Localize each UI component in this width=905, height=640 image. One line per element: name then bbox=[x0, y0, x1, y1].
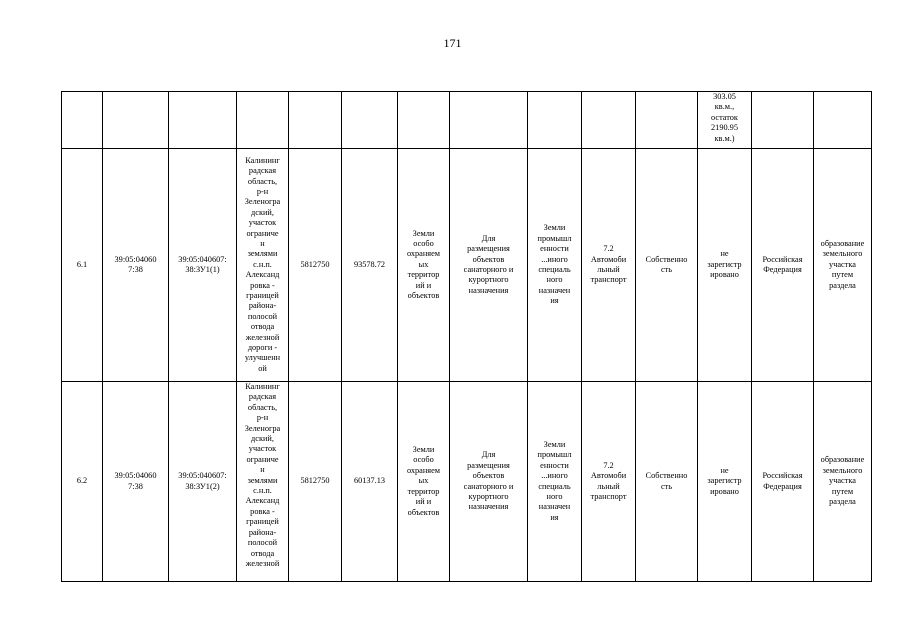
cell-right-type: Собственно сть bbox=[636, 149, 698, 382]
cell-area: 60137.13 bbox=[342, 382, 398, 582]
cell-area: 93578.72 bbox=[342, 149, 398, 382]
cell-empty bbox=[814, 92, 872, 149]
cell-code: 5812750 bbox=[289, 382, 342, 582]
cell-plot-id: 39:05:040607: 38:ЗУ1(2) bbox=[169, 382, 237, 582]
cell-empty bbox=[752, 92, 814, 149]
cell-land-category-new: Земли промышл енности ...иного специаль ного назначен ия bbox=[528, 382, 582, 582]
cell-registration: не зарегистр ировано bbox=[698, 382, 752, 582]
cell-number: 6.1 bbox=[62, 149, 103, 382]
cell-empty bbox=[582, 92, 636, 149]
cell-plot-id: 39:05:040607: 38:ЗУ1(1) bbox=[169, 149, 237, 382]
cell-area-note: 303.05 кв.м., остаток 2190.95 кв.м.) bbox=[698, 92, 752, 149]
cell-empty bbox=[636, 92, 698, 149]
cell-address: Калининг радская область, р-н Зеленогра дский, участок ограниче н землями с.н.п. Александ ровка - границей района- полосой отвода железной дороги - улучшенн ой bbox=[237, 149, 289, 382]
cell-number: 6.2 bbox=[62, 382, 103, 582]
cell-empty bbox=[103, 92, 169, 149]
cell-land-category: Земли особо охраняем ых территор ий и объектов bbox=[398, 149, 450, 382]
cell-permitted-use-new: 7.2 Автомоби льный транспорт bbox=[582, 382, 636, 582]
cell-empty bbox=[398, 92, 450, 149]
cell-permitted-use: Для размещения объектов санаторного и курортного назначения bbox=[450, 382, 528, 582]
cell-permitted-use-new: 7.2 Автомоби льный транспорт bbox=[582, 149, 636, 382]
cell-right-type: Собственно сть bbox=[636, 382, 698, 582]
cell-empty bbox=[169, 92, 237, 149]
cell-empty bbox=[342, 92, 398, 149]
cell-land-category-new: Земли промышл енности ...иного специаль ного назначен ия bbox=[528, 149, 582, 382]
cell-cadastral-number: 39:05:04060 7:38 bbox=[103, 382, 169, 582]
cell-empty bbox=[237, 92, 289, 149]
cell-owner: Российская Федерация bbox=[752, 382, 814, 582]
table-row bbox=[62, 382, 872, 582]
cell-empty bbox=[450, 92, 528, 149]
table-row-continued bbox=[62, 92, 872, 149]
cell-permitted-use: Для размещения объектов санаторного и курортного назначения bbox=[450, 149, 528, 382]
cell-code: 5812750 bbox=[289, 149, 342, 382]
cell-registration: не зарегистр ировано bbox=[698, 149, 752, 382]
cell-action: образование земельного участка путем раздела bbox=[814, 382, 872, 582]
cell-empty bbox=[62, 92, 103, 149]
cell-owner: Российская Федерация bbox=[752, 149, 814, 382]
cell-empty bbox=[528, 92, 582, 149]
cell-empty bbox=[289, 92, 342, 149]
cell-address: Калининг радская область, р-н Зеленогра дский, участок ограниче н землями с.н.п. Александ ровка - границей района- полосой отвода железной bbox=[244, 382, 281, 568]
land-registry-table bbox=[61, 91, 872, 582]
cell-action: образование земельного участка путем раздела bbox=[814, 149, 872, 382]
table-row bbox=[62, 149, 872, 382]
page-number: 171 bbox=[443, 36, 462, 50]
cell-land-category: Земли особо охраняем ых территор ий и объектов bbox=[398, 382, 450, 582]
cell-address-cell bbox=[237, 382, 289, 582]
cell-cadastral-number: 39:05:04060 7:38 bbox=[103, 149, 169, 382]
